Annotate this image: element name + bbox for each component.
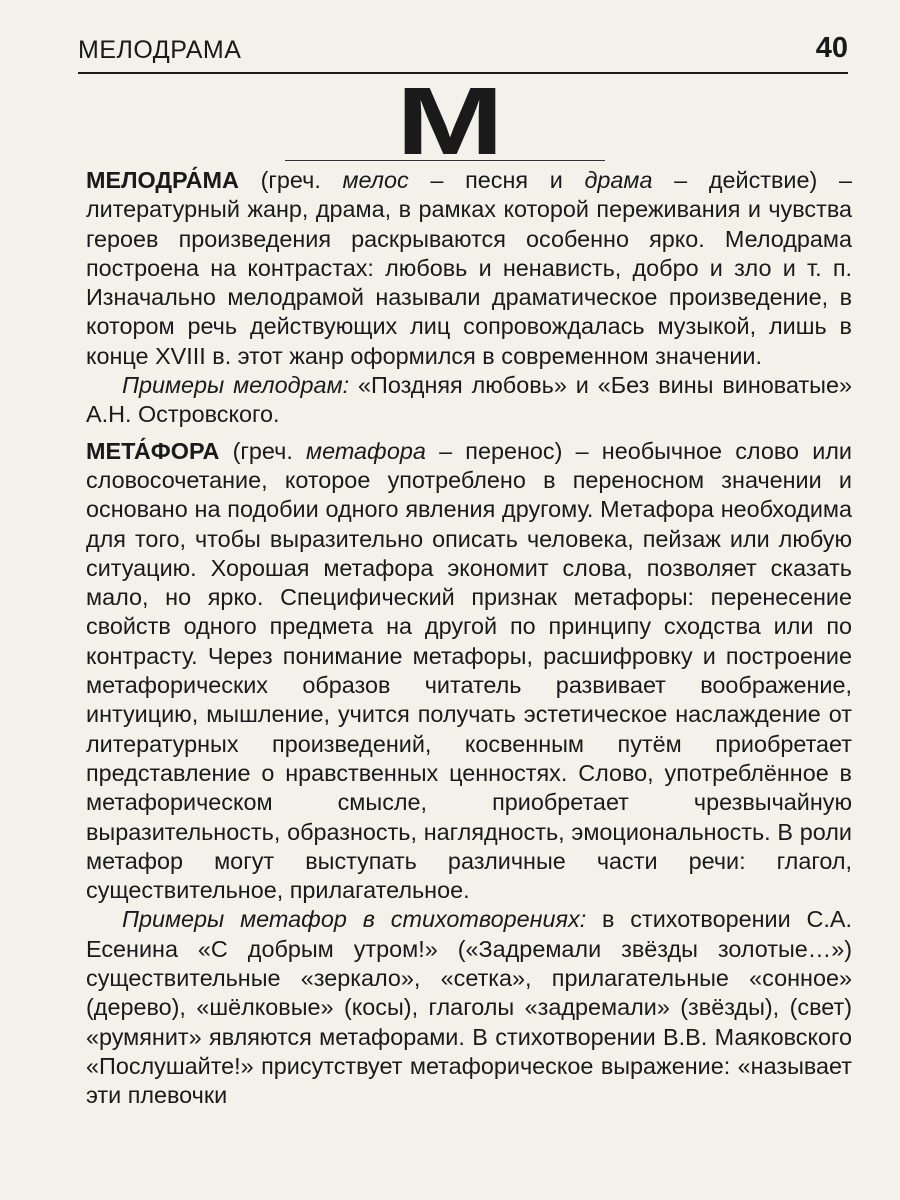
- entry-example: [86, 905, 852, 1110]
- body-italic: метафора: [306, 437, 426, 464]
- section-letter: М: [396, 68, 504, 175]
- running-title: МЕЛОДРАМА: [78, 36, 242, 64]
- entry-body: [86, 167, 852, 369]
- body-text: (греч.: [219, 437, 307, 464]
- example-label: Примеры мелодрам:: [122, 372, 350, 399]
- body-italic: драма: [584, 167, 653, 193]
- body-italic: мелос: [342, 167, 409, 193]
- entry-definition: [86, 166, 852, 371]
- body-text: (греч.: [238, 167, 343, 193]
- page-number: 40: [815, 32, 848, 64]
- entry-definition: [86, 437, 852, 906]
- example-text: «Поздняя любовь» и «Без вины виноватые» А.Н. Островского.: [86, 372, 852, 428]
- body-text: – действие) – литературный жанр, драма, в рамках которой переживания и чувства героев произведения раскрываются особенно ярко. Мелодрама построена на контрастах: любовь и ненависть, добро и зло и т. п. Изначально мелодрамой называли драматическое произведение, в котором речь действующих лиц сопровождалась музыкой, лишь в конце XVIII в. этот жанр оформился в современном значении.: [86, 167, 852, 369]
- section-letter-rule: [285, 160, 605, 161]
- entry-term: МЕТА́ФОРА: [86, 437, 220, 464]
- entry-term: МЕЛОДРА́МА: [86, 167, 239, 193]
- body-text: – песня и: [408, 167, 585, 193]
- page-header: [78, 30, 848, 70]
- entry-example: [86, 371, 852, 430]
- body-text: – перенос) – необычное слово или словосочетание, которое употреблено в переносном значении и основано на подобии одного явления другому. Метафора необходима для того, чтобы выразительно описать человека, пейзаж или любую ситуацию. Хорошая метафора экономит слова, позволяет сказать мало, но ярко. Специфический признак метафоры: перенесение свойств одного предмета на другой по принципу сходства или по контрасту. Через понимание метафоры, расшифровку и построение метафорических образов читатель развивает воображение, интуицию, мышление, учится получать эстетическое наслаждение от литературных произведений, косвенным путём приобретает представление о нравственных ценностях. Слово, употреблённое в метафорическом смысле, приобретает чрезвычайную выразительность, образность, наглядность, эмоциональность. В роли метафор могут выступать различные части речи: глагол, существительное, прилагательное.: [86, 437, 852, 904]
- example-text: в стихотворении С.А. Есенина «С добрым утром!» («Задремали звёзды золотые…») существительные «зеркало», «сетка», прилагательные «сонное» (дерево), «шёлковые» (косы), глаголы «задремали» (звёзды), (свет) «румянит» являются метафорами. В стихотворении В.В. Маяковского «Послушайте!» присутствует метафорическое выражение: «называет эти плевочки: [86, 906, 852, 1109]
- example-label: Примеры метафор в стихотворениях:: [122, 906, 587, 933]
- entry-body: [86, 438, 852, 903]
- dictionary-content: [86, 166, 852, 1111]
